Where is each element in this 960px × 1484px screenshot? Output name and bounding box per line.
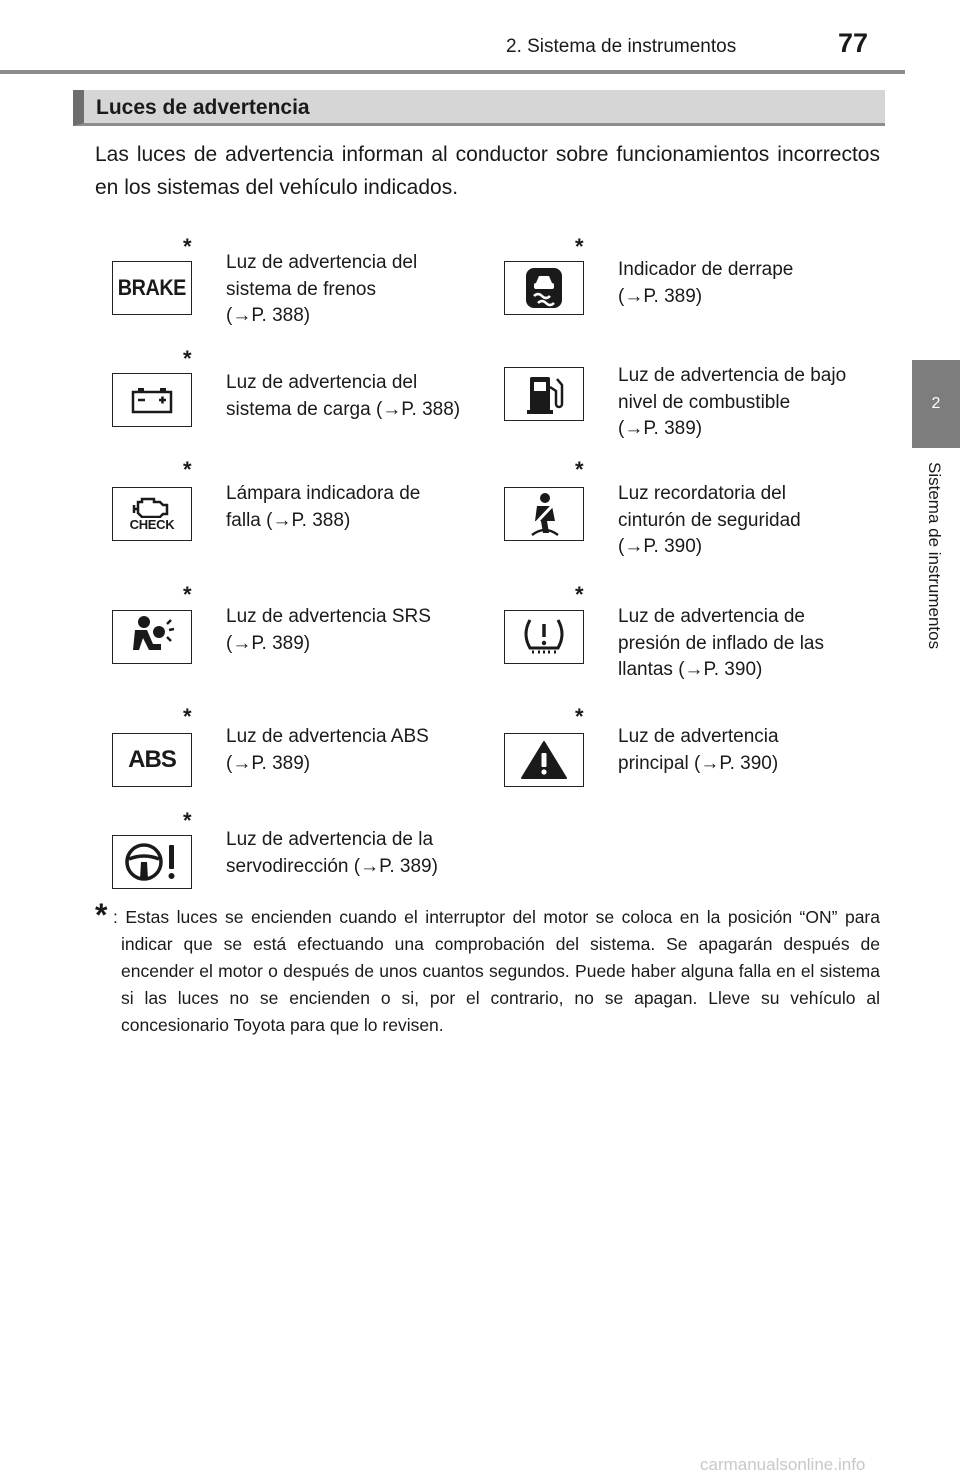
description-line: Luz de advertencia del — [226, 252, 418, 273]
chapter-side-label-text: Sistema de instrumentos — [925, 462, 944, 650]
asterisk-marker: * — [575, 704, 584, 729]
charging-warning-description — [226, 370, 486, 423]
master-warning-icon — [520, 739, 568, 781]
tire-pressure-warning-description — [618, 604, 878, 684]
watermark: carmanualsonline.info — [700, 1455, 866, 1474]
description-line: Luz de advertencia de — [618, 606, 805, 627]
skid-indicator-light — [504, 261, 584, 315]
skid-indicator-description — [618, 257, 878, 310]
tire-pressure-icon — [520, 616, 568, 658]
description-line: principal (→P. 390) — [618, 752, 779, 774]
description-line: Luz de advertencia de la — [226, 829, 434, 850]
description-line: presión de inflado de las — [618, 632, 824, 654]
section-heading-text: Luces de advertencia — [96, 96, 310, 119]
description-line: (→P. 389) — [618, 418, 703, 439]
description-line: Luz de advertencia del — [226, 372, 418, 393]
abs-warning-light — [112, 733, 192, 787]
footnote-text: : Estas luces se encienden cuando el interruptor del motor se coloca en la posición “ON” para indicar que se está efectuando una comprobación del sistema. Se apagarán después de encender el motor o después de unos cuantos segundos. Puede haber alguna falla en el sistema si las luces no se encienden o si, por el contrario, no se apagan. Lleve su vehículo al concesionario Toyota para que lo revisen. — [113, 907, 880, 1035]
master-warning-light — [504, 733, 584, 787]
srs-warning-description — [226, 604, 486, 657]
skid-car-icon — [524, 266, 564, 310]
section-heading — [73, 90, 885, 126]
brake-warning-light — [112, 261, 192, 315]
description-line: Luz de advertencia ABS — [226, 726, 429, 747]
description-line: Luz recordatoria del — [618, 483, 786, 504]
description-line: llantas (→P. 390) — [618, 659, 763, 680]
description-line: nivel de combustible — [618, 391, 791, 413]
abs-warning-description — [226, 724, 486, 777]
asterisk-marker: * — [575, 234, 584, 259]
asterisk-marker: * — [183, 346, 192, 371]
chapter-title: 2. Sistema de instrumentos — [506, 36, 737, 57]
description-line: Luz de advertencia — [618, 726, 779, 747]
asterisk-marker: * — [183, 808, 192, 833]
malfunction-indicator-description — [226, 481, 486, 534]
airbag-icon — [129, 614, 175, 660]
steering-warning-icon — [122, 840, 182, 884]
check-label: CHECK — [129, 517, 175, 532]
seatbelt-icon — [524, 491, 564, 537]
master-warning-description — [618, 724, 878, 777]
malfunction-indicator-lamp — [112, 487, 192, 541]
page-number: 77 — [838, 28, 869, 58]
asterisk-marker: * — [183, 704, 192, 729]
fuel-warning-description — [618, 363, 878, 443]
charging-warning-light — [112, 373, 192, 427]
asterisk-marker: * — [183, 457, 192, 482]
description-line: Luz de advertencia SRS — [226, 606, 431, 627]
description-line: (→P. 389) — [226, 632, 311, 654]
description-line: (→P. 389) — [618, 285, 703, 307]
srs-warning-light — [112, 610, 192, 664]
description-line: (→P. 390) — [618, 536, 703, 557]
battery-icon — [130, 385, 174, 415]
fuel-pump-icon — [524, 373, 564, 415]
footnote-marker: * — [95, 897, 108, 933]
description-line: falla (→P. 388) — [226, 509, 351, 531]
description-line: sistema de carga (→P. 388) — [226, 398, 461, 420]
description-line: (→P. 388) — [226, 305, 311, 326]
footnote — [95, 897, 880, 1039]
brake-warning-description — [226, 250, 486, 330]
intro-paragraph: Las luces de advertencia informan al conductor sobre funcionamientos incorrectos en los sistemas del vehículo indicados. — [95, 143, 880, 199]
description-line: sistema de frenos — [226, 278, 376, 300]
chapter-tab — [912, 360, 960, 448]
seatbelt-reminder-light — [504, 487, 584, 541]
description-line: servodirección (→P. 389) — [226, 855, 438, 877]
abs-text-icon: ABS — [128, 746, 176, 773]
chapter-tab-number: 2 — [931, 395, 941, 412]
power-steering-warning-light — [112, 835, 192, 889]
header-rule — [0, 70, 905, 74]
check-engine-icon — [132, 496, 172, 518]
asterisk-marker: * — [183, 234, 192, 259]
description-line: cinturón de seguridad — [618, 509, 801, 531]
brake-text-icon: BRAKE — [117, 275, 187, 300]
seatbelt-reminder-description — [618, 481, 878, 561]
description-line: (→P. 389) — [226, 752, 311, 774]
tire-pressure-warning-light — [504, 610, 584, 664]
asterisk-marker: * — [575, 457, 584, 482]
power-steering-warning-description — [226, 827, 486, 880]
description-line: Lámpara indicadora de — [226, 483, 421, 504]
asterisk-marker: * — [575, 582, 584, 607]
description-line: Indicador de derrape — [618, 259, 794, 280]
description-line: Luz de advertencia de bajo — [618, 365, 847, 386]
chapter-side-label — [920, 462, 944, 682]
asterisk-marker: * — [183, 582, 192, 607]
fuel-warning-light — [504, 367, 584, 421]
